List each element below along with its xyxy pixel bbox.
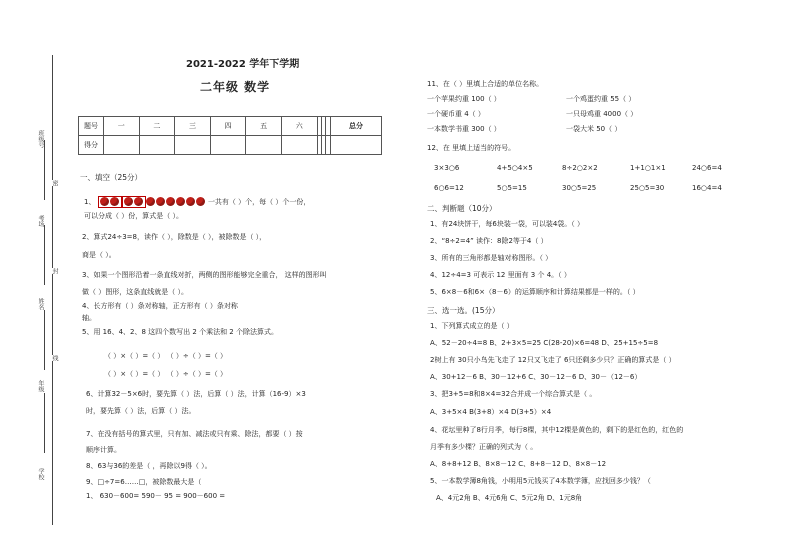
exam-title: 2021-2022 学年下学期 [186,59,300,70]
apple-icon [124,197,133,206]
apple-icon [166,197,175,206]
apple-icon [196,197,205,206]
margin-label-name: 姓名 [37,298,44,310]
section-choice: 三、选一选。(15分） [427,306,500,315]
compare-item: 30○5=25 [562,184,597,192]
apple-icon [110,197,119,206]
score-cell: 得分 [79,136,104,155]
question-5-text: 5、用 16、4、2、8 这四个数写出 2 个乘法和 2 个除法算式。 [82,328,278,336]
question-2-line2: 商是（ ）。 [82,251,116,259]
question-1-number: 1、 [84,197,96,206]
judge-item-4: 4、12÷4=3 可表示 12 里面有 3 个 4。（ ） [430,271,571,279]
margin-mark-xian: 线 [51,355,58,361]
judge-item-5: 5、6×8－6和6×（8－6）的运算顺序和计算结果都是一样的。（ ） [430,288,640,296]
score-cell: 题号 [79,117,104,136]
apple-icon [100,197,109,206]
unit-item: 一个苹果约重 100（ ） [427,95,501,103]
score-table-score-row [79,136,382,155]
score-cell: 六 [281,117,317,136]
choice-4-question-line2: 月季有多少棵？正确的列式为（ 。 [430,443,538,451]
section-fill-blank: 一、填空（25分） [80,173,143,182]
name-underline [44,393,45,453]
apple-icon [156,197,165,206]
choice-2-question: 2树上有 30只小鸟先飞走了 12只又飞走了 6只还剩多少只？正确的算式是（ ） [430,356,676,364]
score-cell [175,136,211,155]
apple-icon [134,197,143,206]
section-true-false: 二、判断题（10分） [427,204,497,213]
compare-item: 8÷2○2×2 [562,164,598,172]
question-1-text: 一共有（ ）个，每（ ）个一份， [207,197,311,206]
margin-mark-feng: 封 [51,268,58,274]
judge-item-2: 2、“8÷2=4” 读作：8除2等于4（ ） [430,237,548,245]
choice-4-options: A、8+8+12 B、8×8－12 C、8+8－12 D、8×8－12 [430,460,607,468]
choice-2-options: A、30+12－6 B、30－12+6 C、30－12－6 D、30－（12－6） [430,373,642,381]
margin-mark-mi: 密 [51,180,58,186]
question-7-line1: 7、在没有括号的算式里，只有加、减法或只有乘、除法，都要（ ）按 [86,430,303,438]
choice-3-question: 3、把3+5=8和8×4=32合并成一个综合算式是（ 。 [430,390,597,398]
compare-item: 1+1○1×1 [630,164,666,172]
score-cell: 四 [210,117,246,136]
unit-item: 一只母鸡重 4000（ ） [566,110,638,118]
score-cell: 三 [175,117,211,136]
score-table-header-row [79,117,382,136]
name-underline [44,140,45,200]
margin-label-grade: 年级 [37,380,44,392]
choice-3-options: A、3+5×4 B(3+8）×4 D(3+5）×4 [430,408,552,416]
question-4-line1: 4、长方形有（ ）条对称轴，正方形有（ ）条对称 [82,302,238,310]
score-cell [104,136,140,155]
score-cell [331,136,382,155]
score-cell [281,136,317,155]
score-cell: 二 [139,117,175,136]
margin-label-school: 学校 [37,468,44,480]
question-3-line1: 3、如果一个图形沿着一条直线对折，两侧的图形能够完全重合， 这样的图形叫 [82,271,327,279]
question-4-line2: 轴。 [82,314,96,322]
question-5-row1: （ ）×（ ）=（ ） （ ）÷（ ）=（ ） [104,352,228,360]
apples-illustration [98,196,206,208]
score-cell [246,136,282,155]
question-8-text: 8、63与36的差是（ ，再除以9得（ ）。 [86,462,212,470]
question-7-line2: 顺序计算。 [86,446,121,454]
score-cell [139,136,175,155]
question-1-line2: 可以分成（ ）份，算式是（ ）。 [84,212,183,220]
question-9-text: 9、□÷7=6……□，被除数最大是（ [86,478,202,486]
margin-label-room: 考场 [37,215,44,227]
choice-4-question-line1: 4、花坛里种了8行月季，每行8棵，其中12棵是黄色的，剩下的是红色的，红色的 [430,426,684,434]
name-underline [44,225,45,285]
judge-item-3: 3、所有的三角形都是轴对称图形。（ ） [430,254,553,262]
margin-label-class: 班级号 [37,130,44,148]
question-11-text: 11、在（ ）里填上合适的单位名称。 [427,80,544,88]
unit-item: 一袋大米 50（ ） [566,125,622,133]
compare-item: 6○6=12 [434,184,464,192]
score-cell-total: 总分 [331,117,382,136]
unit-item: 一个鸡蛋约重 55（ ） [566,95,636,103]
question-12-text: 12、在 里填上适当的符号。 [427,144,516,152]
score-cell: 一 [104,117,140,136]
question-3-line2: 做（ ）图形，这条直线就是（ ）。 [82,288,188,296]
compare-item: 24○6=4 [692,164,722,172]
question-2-line1: 2、算式24÷3=8，读作（ ），除数是（ ），被除数是（ ）， [82,233,267,241]
score-table [78,116,382,155]
choice-1-question: 1、下列算式成立的是（ ） [430,322,514,330]
score-cell: 五 [246,117,282,136]
compare-item: 3×3○6 [434,164,460,172]
choice-5-question: 5、一本数学簿8角钱，小明用5元钱买了4本数学簿，应找回多少钱？（ [430,477,651,485]
score-cell [210,136,246,155]
exam-subtitle: 二年级 数学 [200,80,271,94]
judge-item-1: 1、有24块饼干，每6块装一袋，可以装4袋。（ ） [430,220,584,228]
unit-item: 一个硬币重 4（ ） [427,110,485,118]
apple-icon [186,197,195,206]
choice-5-options: A、4元2角 B、4元6角 C、5元2角 D、1元8角 [436,494,583,502]
question-6-line2: 时，要先算（ ）法，后算（ ）法。 [86,407,196,415]
unit-item: 一本数学书重 300（ ） [427,125,501,133]
binding-line [52,55,53,525]
question-9-computations: 1、 630－600= 590－ 95 = 900－600 = [86,492,226,500]
compare-item: 5○5=15 [497,184,527,192]
question-1-line1 [84,196,310,208]
apple-icon [146,197,155,206]
question-5-row2: （ ）×（ ）=（ ） （ ）÷（ ）=（ ） [104,370,228,378]
compare-item: 4+5○4×5 [497,164,533,172]
apple-icon [176,197,185,206]
compare-item: 16○4=4 [692,184,722,192]
question-6-line1: 6、计算32－5×6时，要先算（ ）法，后算（ ）法，计算（16-9）×3 [86,390,306,398]
choice-1-options: A、52－20÷4=8 B、2+3×5=25 C(28-20)×6=48 D、25+15÷5=8 [430,339,659,347]
compare-item: 25○5=30 [630,184,665,192]
name-underline [44,310,45,370]
